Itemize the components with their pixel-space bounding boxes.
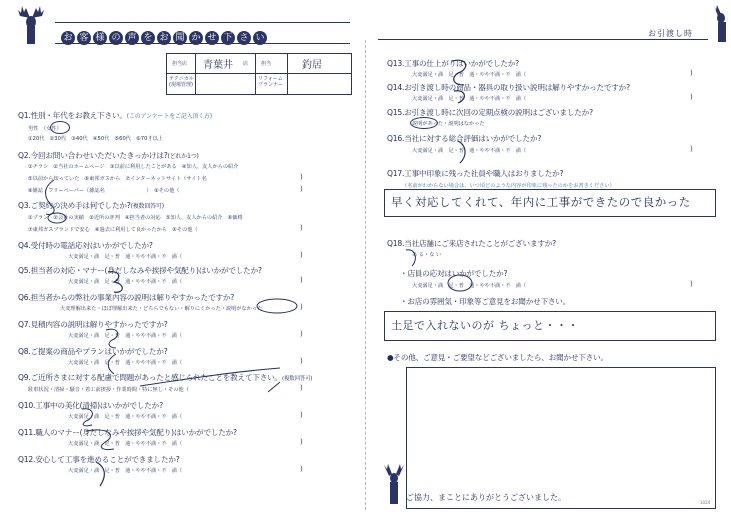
q18-answer-box[interactable]	[384, 311, 716, 341]
q13-scale: 大変満足・満 足・普 通・やや不満・不 満（	[412, 72, 527, 78]
q15-answer-circle	[410, 117, 438, 129]
staff-store-suffix: 店	[243, 61, 249, 67]
delivery-tag: お引渡し時	[648, 29, 693, 38]
q5-scale: 大変満足・満 足・普 通・やや不満・不 満（	[68, 279, 183, 285]
q2-label: Q2.今回お問い合わせいただいたきっかけは?(どれか1つ)	[18, 151, 199, 160]
q8-pen-mark	[102, 352, 132, 378]
q12-scale: 大変満足・満 足・普 通・やや不満・不 満（	[68, 468, 183, 474]
q6-label: Q6.担当者からの弊社の事業内容の説明は解りやすかったですか?	[18, 293, 235, 302]
q16-label: Q16.当社に対する総合評価はいかがでしたか?	[387, 134, 542, 143]
q17-answer-box[interactable]	[384, 189, 716, 217]
q15-label: Q15.お引き渡し時に次回の定期点検の説明はございましたか?	[387, 108, 593, 117]
q18-staff-label: ・店員の応対はいかがでしたか?	[400, 269, 508, 278]
q7-scale: 大変満足・満 足・普 通・やや不満・不 満（	[68, 333, 183, 339]
header-rule-right	[378, 39, 708, 40]
q15-scale: 説明があった・説明はなかった	[412, 121, 485, 127]
q9-pen-mark	[130, 362, 290, 402]
q12-pen-mark	[88, 452, 118, 492]
q3-pen-mark	[46, 211, 68, 225]
q17-note: （名前がわからない場合は、いつ頃どのような内容が印象に残ったのかをお書きください）	[402, 183, 615, 189]
q3-line2: ⑦東邦ガスブランドで安心 ⑧過去に利用して良かったから ⑨その他（	[28, 227, 198, 233]
staff-store-value: 青葉井	[203, 60, 233, 71]
form-code: 1024	[700, 500, 711, 505]
q17-label: Q17.工事中印象に残った社員や職人はおりましたか?	[387, 169, 564, 178]
q7-label: Q7.見積内容の説明は解りやすかったですか?	[18, 320, 168, 329]
q2-line1: ①チラシ ②当社のホームページ ③以前に利用したことがある ④知人、友人からの紹介	[28, 164, 239, 170]
deer-logo-icon	[8, 4, 52, 48]
q8-scale: 大変満足・満 足・普 通・やや不満・不 満（	[68, 360, 183, 366]
thanks-message: ご協力、まことにありがとうございました。	[406, 493, 566, 502]
technical-label: テクニカル (現場管理)	[169, 76, 194, 88]
q18-pen-mark	[402, 246, 432, 276]
q17-answer-text: 早く対応してくれて、年内に工事ができたので良かった	[391, 195, 691, 209]
staff-person-value: 釣居	[302, 60, 322, 71]
q5-label: Q5.担当者の対応・マナー(身だしなみや挨拶や気配り)はいかがでしたか?	[18, 266, 262, 275]
q9-options: 駐車状況・清掃・騒音・着工前挨拶・作業時間・特に無し・その他（	[28, 387, 189, 393]
q16-scale: 大変満足・満 足・普 通・やや不満・不 満（	[412, 148, 527, 154]
q3-line1: ①プラン ②会社の実績 ③近所の評判 ④担当者の対応 ⑤知人、友人からの紹介 ⑥価格	[28, 215, 243, 221]
q14-label: Q14.お引き渡し時の商品・器具の取り扱い説明は解りやすかったですか?	[387, 83, 630, 92]
deer-corner-icon	[712, 4, 730, 42]
deer-footer-icon	[380, 462, 408, 506]
q1-ages: ①20代 ②30代 ③40代 ④50代 ⑤60代 ⑥70才以上	[28, 136, 163, 142]
q1-answer-circle	[50, 121, 70, 134]
q16-pen-mark	[446, 137, 476, 167]
planner-label: リフォーム プランナー	[258, 76, 284, 88]
q6-pen-mark	[255, 296, 300, 316]
q2-line3: ⑧雑誌・フリーペーパー（雑誌名 ） ⑨その他（	[28, 188, 180, 194]
q7-pen-mark	[100, 326, 130, 350]
q13-q14-pen-mark	[440, 55, 480, 115]
q19-label: ●その他、ご意見・ご要望などございましたら、お聞かせ下さい。	[387, 353, 608, 362]
staff-store-label: 担当店	[172, 61, 188, 67]
q13-label: Q13.工事の仕上がりはいかがでしたか?	[387, 59, 519, 68]
q10-label: Q10.工事中の美化(清掃)はいかがでしたか?	[18, 401, 163, 410]
q11-label: Q11.職人のマナー(身だしなみや挨拶や気配り)はいかがでしたか?	[18, 428, 237, 437]
staff-table	[166, 53, 352, 95]
q10-scale: 大変満足・満 足・普 通・やや不満・不 満（	[68, 414, 183, 420]
q5-pen-mark	[100, 268, 140, 328]
q18-staff-scale: 大変満足・満 足・普 通・やや不満・不 満（	[412, 283, 527, 289]
q1-gender: 男性 （女性）	[28, 126, 62, 132]
q14-scale: 大変満足・満 足・普 通・やや不満・不 満（	[412, 96, 527, 102]
survey-title: お 客 様 の 声 を お 聞 か せ 下 さ い	[61, 25, 269, 45]
q2-line2: ⑤以前から知っていた ⑥東邦ガスから ⑦インターネットサイト（サイト名	[28, 176, 207, 182]
q18-impression-label: ・お店の雰囲気・印象等ご意見をお聞かせ下さい。	[400, 297, 571, 306]
q9-label: Q9.ご近所さまに対する配慮で問題があったと感じられたことを教えて下さい。(複数回答可)	[18, 373, 313, 382]
q18-label: Q18.当社店舗にご来店されたことがございますか?	[387, 239, 556, 248]
comments-box[interactable]	[406, 367, 716, 509]
q18-staff-pen-mark	[445, 270, 475, 296]
staff-person-label: 担当	[261, 61, 272, 67]
q8-label: Q8.ご提案の商品やプランはいかがでしたか?	[18, 347, 168, 356]
survey-title-bar	[55, 22, 350, 44]
q3-label: Q3.ご契約の決め手は何でしたか?(複数回答可)	[18, 201, 164, 210]
q11-pen-mark	[78, 425, 128, 455]
q12-label: Q12.安心して工事を進めることができましたか?	[18, 455, 180, 464]
q18-answer-text: 土足で入れないのが ちょっと・・・	[391, 319, 579, 332]
q6-scale: 大変理解出来た・ほぼ理解出来た・どちらでもない・解りにくかった・説明がなかった	[60, 306, 263, 312]
column-divider	[365, 40, 366, 510]
q18-scale: あ る・な い	[412, 252, 442, 258]
q11-scale: 大変満足・満 足・普 通・やや不満・不 満（	[68, 441, 183, 447]
q4-label: Q4.受付時の電話応対はいかがでしたか?	[18, 241, 153, 250]
q4-scale: 大変満足・満 足・普 通・やや不満・不 満（	[68, 254, 183, 260]
q1-label: Q1.性別・年代をお教え下さい。(このアンケートをご記入頂く方)	[18, 111, 212, 120]
